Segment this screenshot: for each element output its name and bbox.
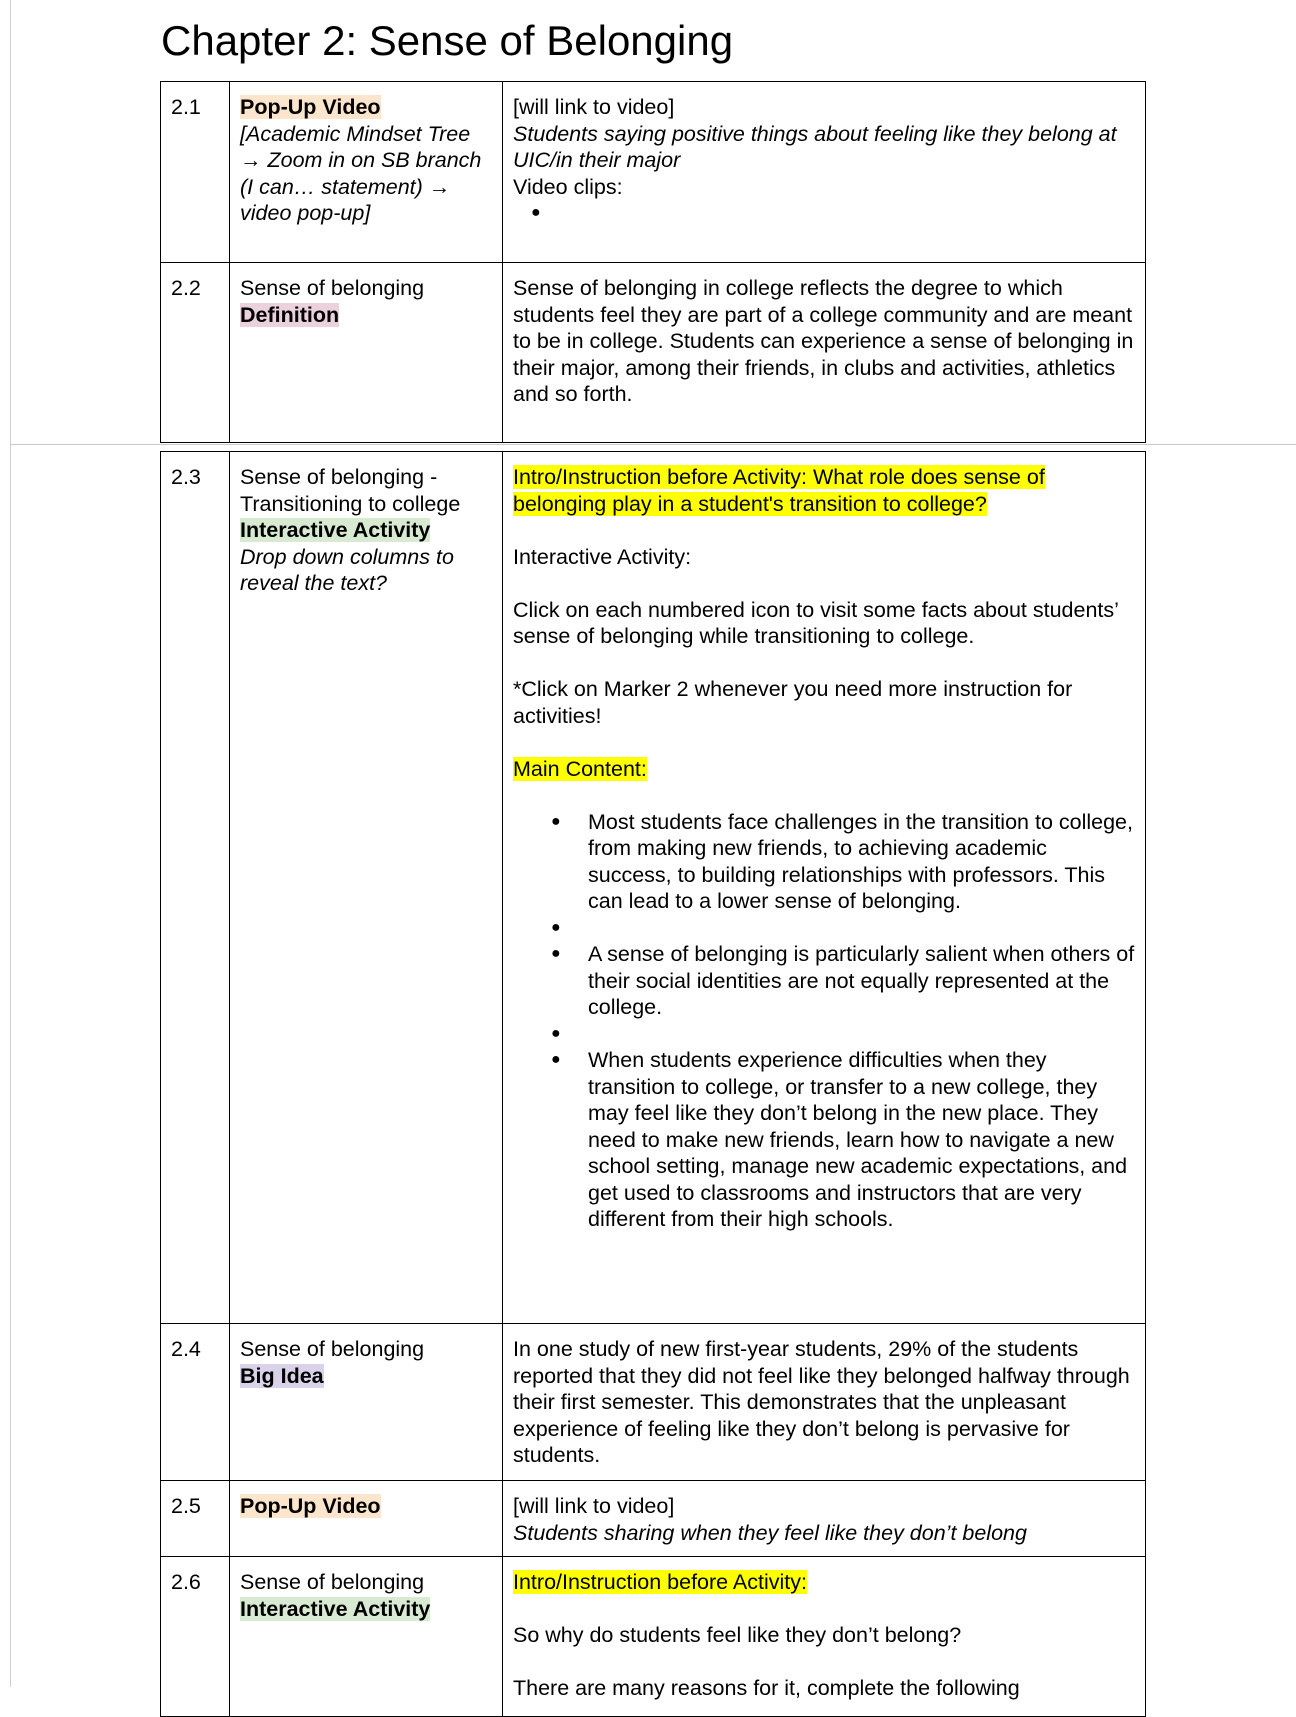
page-break-line [10, 444, 1296, 445]
row-number: 2.4 [161, 1324, 230, 1481]
row-label [230, 452, 503, 1324]
row-number: 2.3 [161, 452, 230, 1324]
list-item: ● When students experience difficulties when they transition to college, or transfer to a new college, they may feel like they don’t belong in the new place. They need to make new friends, learn how to navigate a new school setting, manage new academic expectations, and get used to classrooms and instructors that are very different from their high schools. [513, 1047, 1135, 1233]
click-instruction: Click on each numbered icon to visit some facts about students’ sense of belonging while transitioning to college. [513, 597, 1119, 648]
intro-instruction: Intro/Instruction before Activity: [513, 1570, 807, 1594]
table-row [161, 82, 1146, 263]
row-label [230, 263, 503, 443]
question-text: So why do students feel like they don’t belong? [513, 1623, 962, 1647]
row-number: 2.5 [161, 1481, 230, 1557]
label-text: Transitioning to college [240, 491, 461, 516]
page-title: Chapter 2: Sense of Belonging [161, 17, 734, 64]
label-text: Sense of belonging [240, 1337, 425, 1361]
label-note: [Academic Mindset Tree → Zoom in on SB branch (I can… statement) → video pop-up] [240, 121, 482, 225]
tag-interactive-activity: Interactive Activity [240, 518, 431, 542]
list-item: ● A sense of belonging is particularly salient when others of their social identities are not equally represented at the college. [513, 941, 1135, 1021]
row-content [503, 1557, 1146, 1717]
row-content: Sense of belonging in college reflects the degree to which students feel they are part of a college community and are meant to be in college. Students can experience a sense of belonging in their major, among their friends, in clubs and activities, athletics and so forth. [503, 263, 1146, 443]
row-number: 2.2 [161, 263, 230, 443]
content-table-page-2 [160, 451, 1146, 1717]
video-clips-list [513, 200, 1135, 226]
row-content [503, 1481, 1146, 1557]
row-content: In one study of new first-year students, 29% of the students reported that they did not feel like they belonged halfway through their first semester. This demonstrates that the unpleasant experience of feeling like they don’t belong is pervasive for students. [503, 1324, 1146, 1481]
row-number: 2.1 [161, 82, 230, 263]
label-text: Sense of belonging [240, 1570, 425, 1594]
main-content-label: Main Content: [513, 756, 647, 781]
list-item: ● Most students face challenges in the transition to college, from making new friends, to achieving academic success, to building relationships with professors. This can lead to a lower sense of belonging. [513, 809, 1135, 915]
activity-heading: Interactive Activity: [513, 544, 692, 569]
video-clips-label: Video clips: [513, 174, 623, 199]
label-note: Drop down columns to reveal the text? [240, 544, 454, 595]
tag-definition: Definition [240, 302, 340, 327]
label-text: Sense of belonging - [240, 465, 438, 489]
table-row [161, 452, 1146, 1324]
table-row [161, 263, 1146, 443]
tag-popup-video: Pop-Up Video [240, 1494, 381, 1518]
content-table-page-1 [160, 81, 1146, 443]
row-label [230, 1481, 503, 1557]
row-label [230, 1324, 503, 1481]
label-text: Sense of belonging [240, 276, 425, 300]
cut-off-text: There are many reasons for it, complete the following [513, 1676, 1020, 1700]
list-item [529, 200, 1135, 226]
page-edge [10, 0, 11, 1687]
table-row [161, 1557, 1146, 1717]
video-description: Students saying positive things about feeling like they belong at UIC/in their major [513, 121, 1117, 172]
marker-instruction: *Click on Marker 2 whenever you need more instruction for activities! [513, 677, 1073, 728]
row-number: 2.6 [161, 1557, 230, 1717]
video-link-placeholder: [will link to video] [513, 95, 675, 119]
tag-interactive-activity: Interactive Activity [240, 1596, 431, 1621]
video-description: Students sharing when they feel like they don’t belong [513, 1520, 1027, 1545]
table-row [161, 1324, 1146, 1481]
table-row [161, 1481, 1146, 1557]
main-content-list [513, 809, 1135, 1233]
intro-instruction: Intro/Instruction before Activity: What role does sense of belonging play in a student's transition to college? [513, 465, 1045, 516]
row-content [503, 82, 1146, 263]
tag-big-idea: Big Idea [240, 1363, 324, 1388]
row-label [230, 1557, 503, 1717]
row-label [230, 82, 503, 263]
tag-popup-video: Pop-Up Video [240, 95, 381, 119]
row-content [503, 452, 1146, 1324]
video-link-placeholder: [will link to video] [513, 1494, 675, 1518]
